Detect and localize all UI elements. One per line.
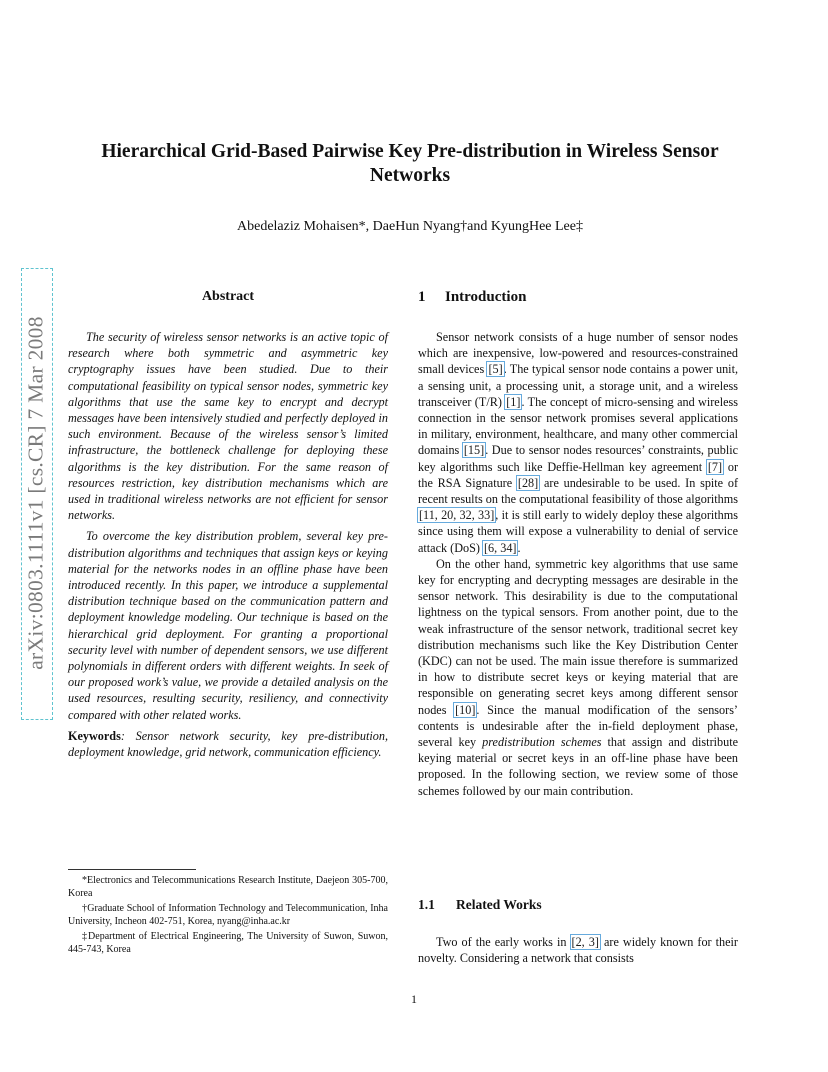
emphasis-text: predistribution schemes xyxy=(482,735,602,750)
paper-title: Hierarchical Grid-Based Pairwise Key Pre-distribution in Wireless Sensor Networks xyxy=(101,141,719,186)
citation-link[interactable]: [5] xyxy=(488,362,503,377)
footnotes xyxy=(68,874,388,958)
text-run: . The typical sensor node contains a power unit, a sensing unit, a processing unit, a storage unit, and a wireless transceiver (T/R) xyxy=(418,362,738,409)
citation-link[interactable]: [10] xyxy=(455,702,476,717)
author-list: Abedelaziz Mohaisen*, DaeHun Nyang†and KyungHee Lee‡ xyxy=(237,219,583,234)
text-run: . xyxy=(517,540,521,555)
text-run: are undesirable to be used. In spite of recent results on the computational feasibility of those algorithms xyxy=(418,475,738,507)
page-number: 1 xyxy=(411,992,417,1006)
keywords xyxy=(68,728,388,760)
footnote: †Graduate School of Information Technology and Telecommunication, Inha University, Incheon 402-751, Korea, nyang@inha.ac.kr xyxy=(68,903,388,927)
citation-link[interactable]: [15] xyxy=(463,443,485,458)
arxiv-stamp: arXiv:0803.1111v1 [cs.CR] 7 Mar 2008 xyxy=(23,316,48,670)
text-run: . Since the manual modification of the sensors’ contents is undesirable after the in-field deployment phase, several key xyxy=(418,702,738,750)
text-run: On the other hand, symmetric key algorithms that use same key for encrypting and decrypting messages are desirable in the sensor network. This desirability is due to the computational lightness on the typical sensors. From another point, due to the weak infrastructure of the sensor network, traditional secret key distribution mechanisms such like the Key Distribution Center (KDC) can not be used. The main issue therefore is summarized in how to distribute secret keys or keying material that are responsible on generating secret keys among different sensor nodes xyxy=(418,556,738,717)
citation-link[interactable]: [7] xyxy=(707,459,723,474)
introduction-body xyxy=(418,329,738,799)
related-works-body xyxy=(418,934,738,966)
body-paragraph xyxy=(418,556,738,799)
footnote-rule xyxy=(68,869,196,870)
abstract-paragraph: To overcome the key distribution problem, several key pre-distribution algorithms and techniques that assign keys or keying material for the networks nodes in an offline phase have been introduced recently. In this paper, we introduce a supplemental distribution technique based on the communication pattern and deployment knowledge modeling. Our technique is based on the hierarchical grid deployment. For granting a proportional security level with number of dependent sensors, we use different polynomials in different orders with different weights. In seek of our proposed work’s value, we provide a detailed analysis on the used resources, resulting security, resiliency, and connectivity compared with other related works. xyxy=(68,529,388,722)
text-run: , it is still early to widely deploy these algorithms since using them will expose a vulnerability to denial of service attack (DoS) xyxy=(418,508,738,555)
subsection-number: 1.1 xyxy=(418,897,435,912)
citation-link[interactable]: [6, 34] xyxy=(483,540,517,555)
section-number: 1 xyxy=(418,289,426,305)
section-title: Introduction xyxy=(445,289,527,305)
abstract-paragraph: The security of wireless sensor networks is an active topic of research where both symmetric and asymmetric key cryptography issues have been studied. Due to their computational feasibility on typical sensor nodes, symmetric key algorithms that use the same key to encrypt and decrypt messages have been intensively studied and perfectly deployed in such environment. Because of the wireless sensor’s limited infrastructure, the bottleneck challenge for deploying these algorithms is the key distribution. For the same reason of resources restriction, key distribution mechanisms which are used in traditional wireless networks are not efficient for sensor networks. xyxy=(68,330,388,523)
text-run: . The concept of micro-sensing and wireless connection in the sensor network promises several applications in military, environment, healthcare, and many other commercial domains xyxy=(418,394,738,458)
citation-link[interactable]: [2, 3] xyxy=(571,935,599,949)
section-heading-introduction xyxy=(418,289,526,306)
text-run: Two of the early works in xyxy=(436,935,571,949)
keywords-text: : Sensor network security, key pre-distribution, deployment knowledge, grid network, communication efficiency. xyxy=(68,728,388,760)
abstract-heading: Abstract xyxy=(201,289,255,304)
body-paragraph xyxy=(418,329,738,556)
body-paragraph xyxy=(418,934,738,966)
text-run: Sensor network consists of a huge number of sensor nodes which are inexpensive, low-powered and resources-constrained small devices xyxy=(418,330,738,377)
text-run: or the RSA Signature xyxy=(418,459,738,490)
keywords-label: Keywords xyxy=(68,728,121,743)
text-run: are widely known for their novelty. Considering a network that consists xyxy=(418,935,738,966)
citation-link[interactable]: [1] xyxy=(506,394,521,409)
subsection-heading-related-works xyxy=(418,897,542,913)
footnote: *Electronics and Telecommunications Research Institute, Daejeon 305-700, Korea xyxy=(68,875,388,899)
citation-link[interactable]: [28] xyxy=(517,475,539,490)
citation-link[interactable]: [11, 20, 32, 33] xyxy=(419,508,495,523)
subsection-title: Related Works xyxy=(456,897,542,912)
abstract-body xyxy=(68,329,388,765)
footnote: ‡Department of Electrical Engineering, The University of Suwon, Suwon, 445-743, Korea xyxy=(68,931,388,955)
text-run: that assign and distribute keying material or secret keys in an off-line phase have been proposed. In the following section, we review some of those schemes followed by our main contribution. xyxy=(418,735,738,798)
text-run: . Due to sensor nodes resources’ constraints, public key algorithms such like Deffie-Hellman key agreement xyxy=(418,443,739,474)
